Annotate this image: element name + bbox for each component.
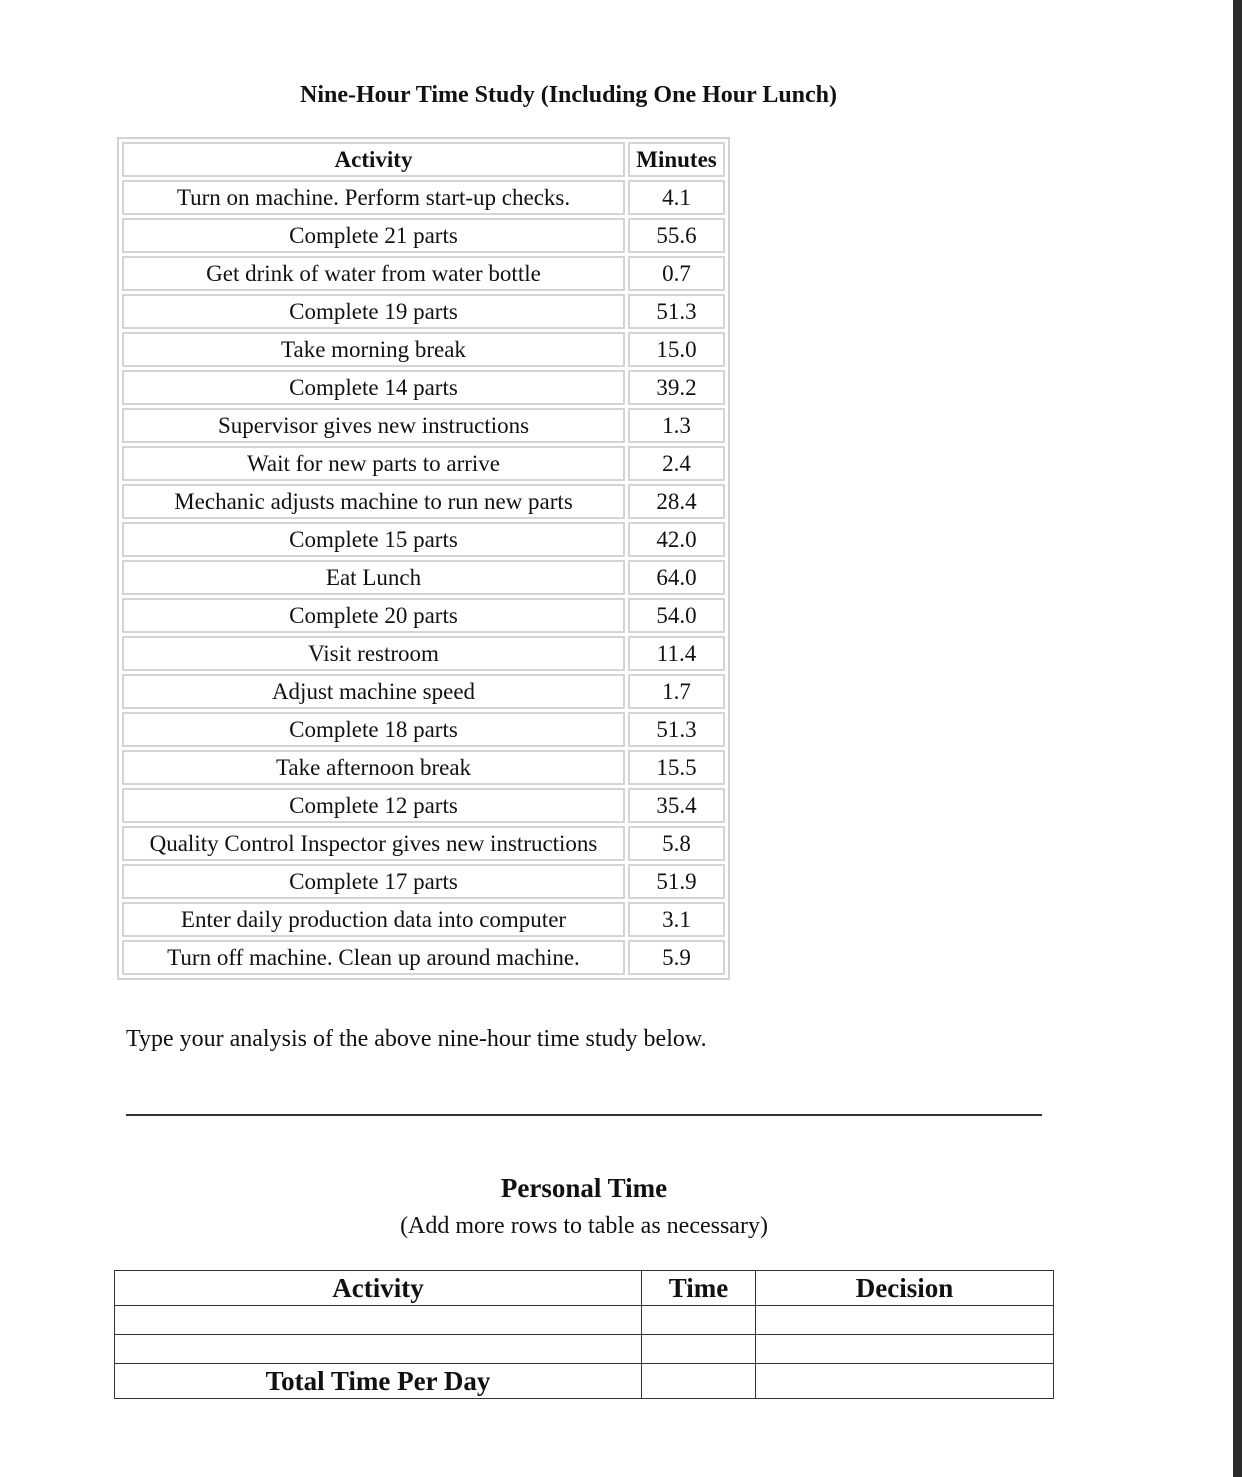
personal-header-time: Time [642,1271,756,1306]
column-header-minutes: Minutes [628,142,725,177]
activity-cell: Turn on machine. Perform start-up checks. [122,180,625,215]
personal-blank-row [115,1335,1054,1364]
activity-cell: Complete 20 parts [122,598,625,633]
personal-total-row [115,1364,1054,1399]
table-row [122,180,725,215]
activity-cell: Mechanic adjusts machine to run new parts [122,484,625,519]
personal-time-table [114,1270,1054,1399]
personal-time-heading: Personal Time [500,1173,668,1203]
minutes-cell: 51.9 [628,864,725,899]
minutes-cell: 5.8 [628,826,725,861]
activity-cell: Take afternoon break [122,750,625,785]
table-row [122,750,725,785]
activity-cell: Take morning break [122,332,625,367]
personal-header-decision: Decision [756,1271,1054,1306]
column-header-activity: Activity [122,142,625,177]
personal-time-subheading: (Add more rows to table as necessary) [400,1213,768,1239]
minutes-cell: 55.6 [628,218,725,253]
minutes-cell: 54.0 [628,598,725,633]
table-row [122,826,725,861]
activity-cell: Complete 12 parts [122,788,625,823]
blank-time-cell[interactable] [642,1335,756,1364]
table-row [122,902,725,937]
minutes-cell: 35.4 [628,788,725,823]
activity-cell: Quality Control Inspector gives new instructions [122,826,625,861]
minutes-cell: 51.3 [628,294,725,329]
activity-cell: Visit restroom [122,636,625,671]
activity-cell: Turn off machine. Clean up around machine. [122,940,625,975]
activity-cell: Supervisor gives new instructions [122,408,625,443]
total-time-cell[interactable] [642,1364,756,1399]
blank-activity-cell[interactable] [115,1306,642,1335]
activity-cell: Complete 19 parts [122,294,625,329]
minutes-cell: 15.5 [628,750,725,785]
minutes-cell: 64.0 [628,560,725,595]
table-row [122,940,725,975]
blank-activity-cell[interactable] [115,1335,642,1364]
blank-decision-cell[interactable] [756,1306,1054,1335]
table-row [122,864,725,899]
activity-cell: Complete 18 parts [122,712,625,747]
table-row [122,446,725,481]
minutes-cell: 11.4 [628,636,725,671]
activity-cell: Complete 14 parts [122,370,625,405]
personal-header-activity: Activity [115,1271,642,1306]
minutes-cell: 28.4 [628,484,725,519]
personal-blank-row [115,1306,1054,1335]
minutes-cell: 2.4 [628,446,725,481]
table-row [122,484,725,519]
minutes-cell: 5.9 [628,940,725,975]
minutes-cell: 3.1 [628,902,725,937]
activity-cell: Complete 17 parts [122,864,625,899]
time-study-rows [122,180,725,975]
total-decision-cell[interactable] [756,1364,1054,1399]
table-row [122,408,725,443]
personal-header-row [115,1271,1054,1306]
minutes-cell: 51.3 [628,712,725,747]
minutes-cell: 42.0 [628,522,725,557]
activity-cell: Adjust machine speed [122,674,625,709]
table-row [122,218,725,253]
activity-cell: Enter daily production data into computer [122,902,625,937]
minutes-cell: 0.7 [628,256,725,291]
table-row [122,332,725,367]
table-row [122,370,725,405]
table-row [122,788,725,823]
analysis-answer-line[interactable] [126,1114,1042,1116]
minutes-cell: 1.3 [628,408,725,443]
table-row [122,560,725,595]
blank-decision-cell[interactable] [756,1335,1054,1364]
analysis-prompt: Type your analysis of the above nine-hour time study below. [126,1026,707,1052]
table-row [122,598,725,633]
activity-cell: Complete 21 parts [122,218,625,253]
total-time-label: Total Time Per Day [115,1364,642,1399]
activity-cell: Complete 15 parts [122,522,625,557]
page-title: Nine-Hour Time Study (Including One Hour Lunch) [300,82,838,108]
table-row [122,712,725,747]
table-row [122,256,725,291]
activity-cell: Eat Lunch [122,560,625,595]
blank-time-cell[interactable] [642,1306,756,1335]
time-study-table [117,137,730,980]
minutes-cell: 1.7 [628,674,725,709]
minutes-cell: 39.2 [628,370,725,405]
minutes-cell: 4.1 [628,180,725,215]
table-header-row [122,142,725,177]
activity-cell: Get drink of water from water bottle [122,256,625,291]
table-row [122,674,725,709]
table-row [122,636,725,671]
table-row [122,522,725,557]
minutes-cell: 15.0 [628,332,725,367]
table-row [122,294,725,329]
activity-cell: Wait for new parts to arrive [122,446,625,481]
page-edge [1233,0,1242,1477]
